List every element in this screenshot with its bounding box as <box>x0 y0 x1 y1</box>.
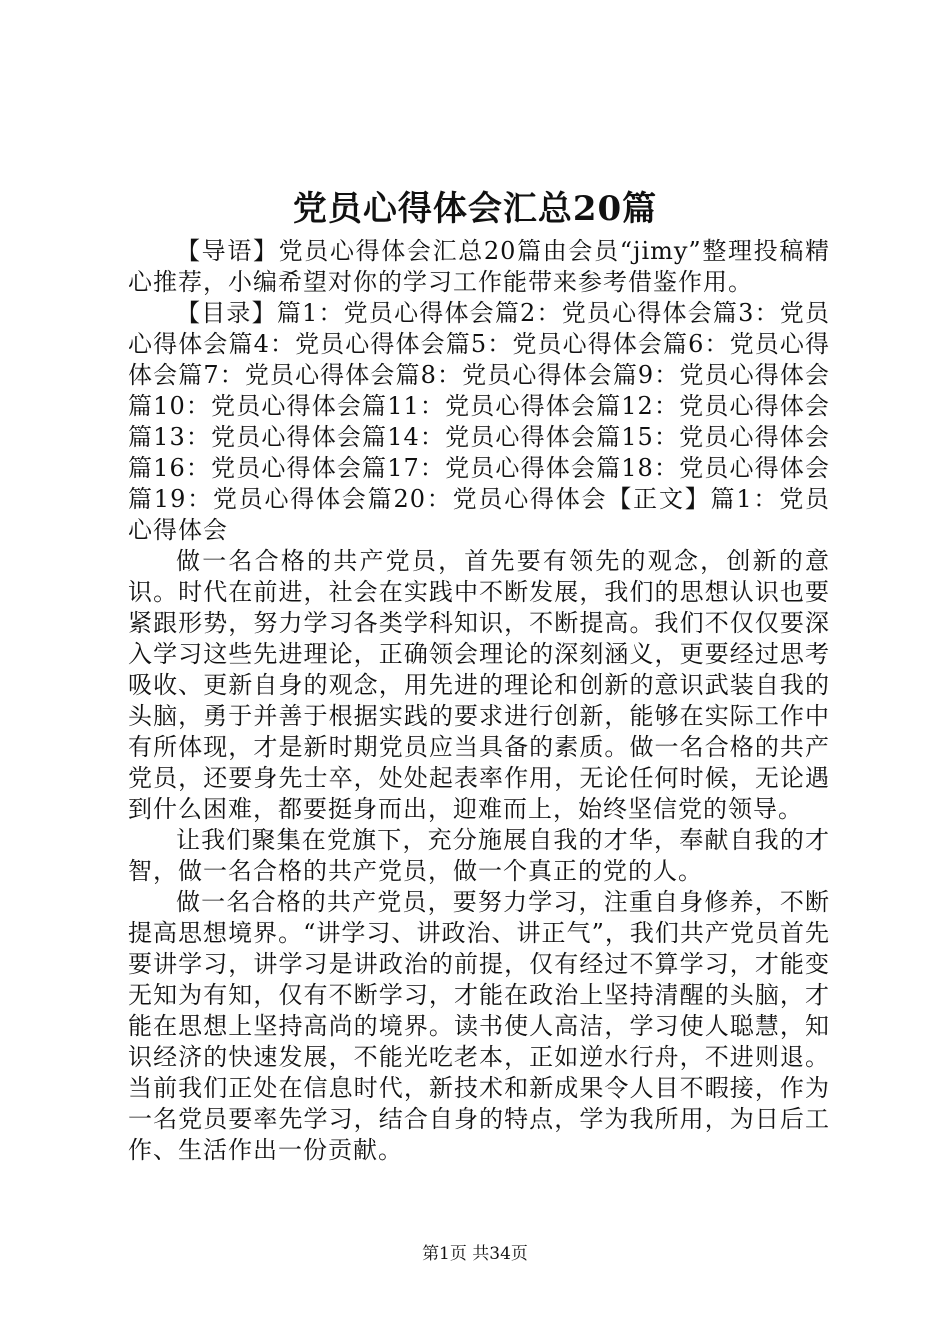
paragraph-body-3: 做一名合格的共产党员，要努力学习，注重自身修养，不断提高思想境界。“讲学习、讲政治、讲正气”，我们共产党员首先要讲学习，讲学习是讲政治的前提，仅有经过不算学习，才能变无知为有知，仅有不断学习，才能在政治上坚持清醒的头脑，才能在思想上坚持高尚的境界。读书使人高洁，学习使人聪慧，知识经济的快速发展，不能光吃老本，正如逆水行舟，不进则退。当前我们正处在信息时代，新技术和新成果令人目不暇接，作为一名党员要率先学习，结合自身的特点，学为我所用，为日后工作、生活作出一份贡献。 <box>128 888 830 1164</box>
document-body <box>128 236 830 1166</box>
document-title: 党员心得体会汇总20篇 <box>292 189 658 229</box>
paragraph-body-1: 做一名合格的共产党员，首先要有领先的观念，创新的意识。时代在前进，社会在实践中不断发展，我们的思想认识也要紧跟形势，努力学习各类学科知识，不断提高。我们不仅仅要深入学习这些先进理论，正确领会理论的深刻涵义，更要经过思考吸收、更新自身的观念，用先进的理论和创新的意识武装自我的头脑，勇于并善于根据实践的要求进行创新，能够在实际工作中有所体现，才是新时期党员应当具备的素质。做一名合格的共产党员，还要身先士卒，处处起表率作用，无论任何时候，无论遇到什么困难，都要挺身而出，迎难而上，始终坚信党的领导。 <box>128 547 830 823</box>
paragraph-intro: 【导语】党员心得体会汇总20篇由会员“jimy”整理投稿精心推荐，小编希望对你的学习工作能带来参考借鉴作用。 <box>128 237 830 296</box>
paragraph-table-of-contents: 【目录】篇1：党员心得体会篇2：党员心得体会篇3：党员心得体会篇4：党员心得体会篇5：党员心得体会篇6：党员心得体会篇7：党员心得体会篇8：党员心得体会篇9：党员心得体会篇10：党员心得体会篇11：党员心得体会篇12：党员心得体会篇13：党员心得体会篇14：党员心得体会篇15：党员心得体会篇16：党员心得体会篇17：党员心得体会篇18：党员心得体会篇19：党员心得体会篇20：党员心得体会【正文】篇1：党员心得体会 <box>128 299 830 544</box>
page-number-footer: 第1页 共34页 <box>422 1244 528 1264</box>
paragraph-body-2: 让我们聚集在党旗下，充分施展自我的才华，奉献自我的才智，做一名合格的共产党员，做一个真正的党的人。 <box>128 826 830 885</box>
